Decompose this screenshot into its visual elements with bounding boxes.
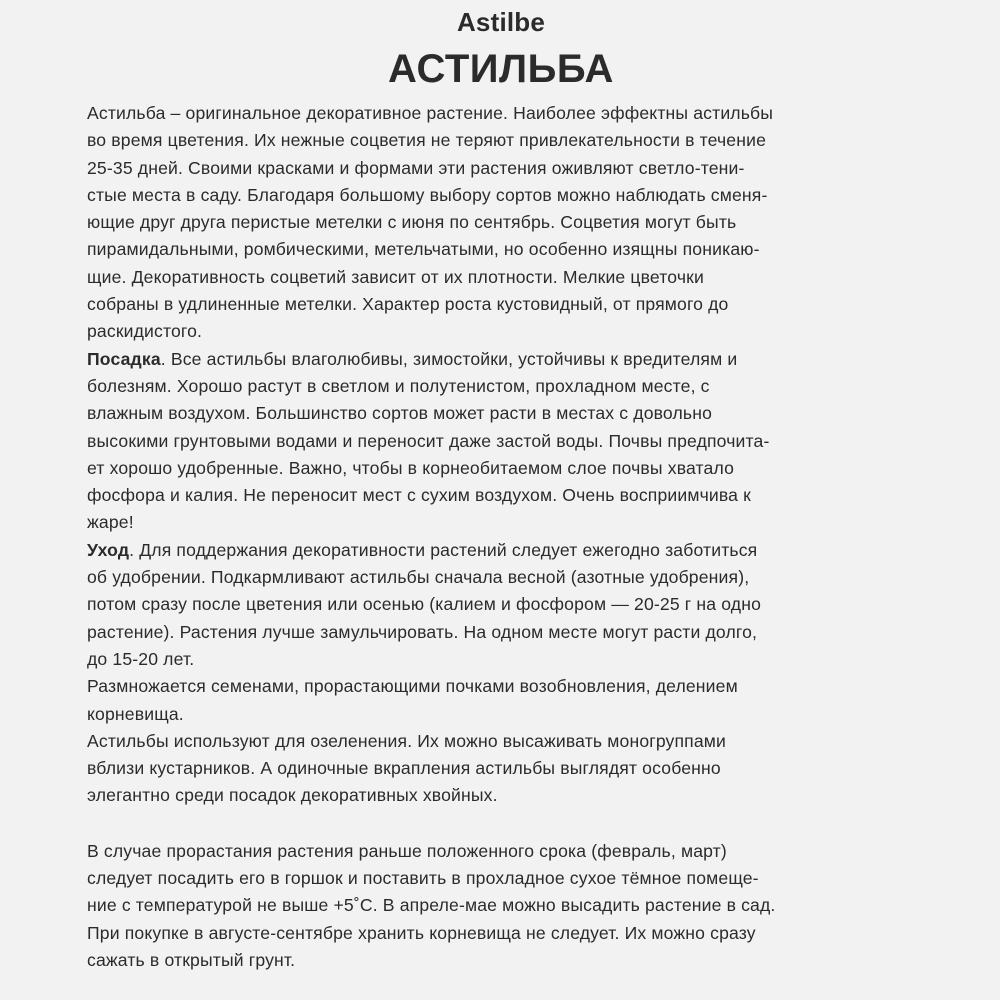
care-paragraph (87, 537, 915, 673)
planting-first-line: . Все астильбы влаголюбивы, зимостойки, устойчивы к вредителям и (160, 348, 738, 369)
text-line: 25-35 дней. Своими красками и формами эти растения оживляют светло-тени- (87, 157, 745, 178)
text-line (87, 537, 915, 564)
text-line: При покупке в августе-сентябре хранить корневища не следует. Их можно сразу (87, 922, 756, 943)
text-line: высокими грунтовыми водами и переносит даже застой воды. Почвы предпочита- (87, 430, 770, 451)
care-first-line: . Для поддержания декоративности растений следует ежегодно заботиться (129, 539, 758, 560)
text-line: Размножается семенами, прорастающими почками возобновления, делением (87, 676, 738, 697)
text-line: вблизи кустарников. А одиночные вкрапления астильбы выглядят особенно (87, 758, 721, 779)
text-line: корневища. (87, 703, 184, 724)
planting-paragraph (87, 346, 915, 537)
note-paragraph (87, 838, 915, 974)
text-line: ние с температурой не выше +5˚С. В апреле-мае можно высадить растение в сад. (87, 895, 776, 916)
text-line: В случае прорастания растения раньше положенного срока (февраль, март) (87, 840, 727, 861)
text-line (87, 346, 915, 373)
intro-paragraph (87, 100, 915, 346)
text-line: следует посадить его в горшок и поставить в прохладное сухое тёмное помеще- (87, 868, 759, 889)
text-line: потом сразу после цветения или осенью (калием и фосфором — 20-25 г на одно (87, 594, 762, 615)
latin-name: Astilbe (456, 7, 546, 37)
text-line: сажать в открытый грунт. (87, 949, 296, 970)
planting-heading: Посадка (87, 348, 161, 369)
text-line: пирамидальными, ромбическими, метельчатыми, но особенно изящны поникаю- (87, 239, 760, 260)
text-line: ющие друг друга перистые метелки с июня по сентябрь. Соцветия могут быть (87, 212, 737, 233)
text-line: Астильбы используют для озеленения. Их можно высаживать моногруппами (87, 730, 727, 751)
text-line: ет хорошо удобренные. Важно, чтобы в корнеобитаемом слое почвы хватало (87, 457, 735, 478)
text-line: растение). Растения лучше замульчировать. На одном месте могут расти долго, (87, 621, 758, 642)
text-line: во время цветения. Их нежные соцветия не теряют привлекательности в течение (87, 130, 767, 151)
text-line: об удобрении. Подкармливают астильбы сначала весной (азотные удобрения), (87, 567, 750, 588)
text-line: стые места в саду. Благодаря большому выбору сортов можно наблюдать сменя- (87, 184, 768, 205)
paragraph-gap (87, 810, 915, 838)
document-body (87, 100, 915, 974)
propagation-paragraph (87, 673, 915, 728)
text-line: до 15-20 лет. (87, 648, 195, 669)
text-line: собраны в удлиненные метелки. Характер роста кустовидный, от прямого до (87, 294, 729, 315)
text-line: жаре! (87, 512, 134, 533)
care-heading: Уход (87, 539, 130, 560)
text-line: элегантно среди посадок декоративных хвойных. (87, 785, 498, 806)
text-line: Астильба – оригинальное декоративное растение. Наиболее эффектны астильбы (87, 103, 774, 123)
text-line: фосфора и калия. Не переносит мест с сухим воздухом. Очень восприимчива к (87, 485, 751, 506)
page-title: АСТИЛЬБА (388, 47, 614, 91)
text-line: щие. Декоративность соцветий зависит от их плотности. Мелкие цветочки (87, 266, 704, 287)
text-line: раскидистого. (87, 321, 203, 342)
usage-paragraph (87, 728, 915, 810)
text-line: болезням. Хорошо растут в светлом и полутенистом, прохладном месте, с (87, 375, 710, 396)
text-line: влажным воздухом. Большинство сортов может расти в местах с довольно (87, 403, 713, 424)
